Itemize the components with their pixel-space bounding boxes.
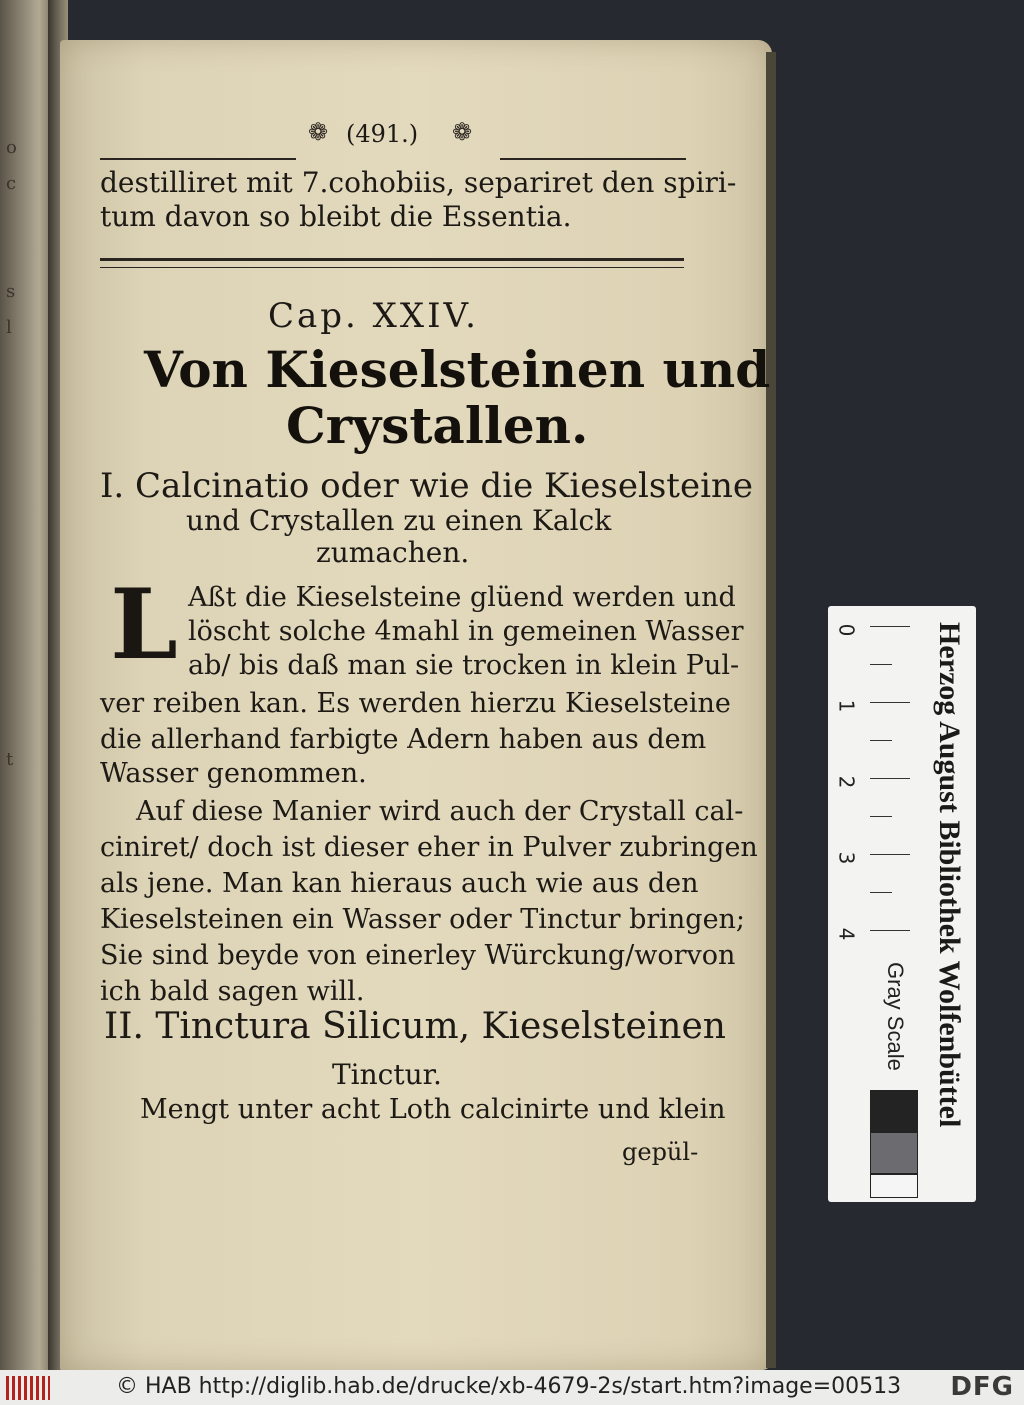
text-line: ich bald sagen will. (100, 976, 365, 1007)
ruler-tick (870, 930, 910, 931)
ruler-number: 3 (834, 851, 859, 865)
decorative-initial: L (110, 568, 178, 681)
header-rule-right (500, 158, 686, 160)
header-rule-left (100, 158, 296, 160)
ruler-number: 0 (834, 623, 859, 637)
text-line: destilliret mit 7.cohobiis, separiret den spiri- (100, 166, 737, 199)
chapter-title-line2: Crystallen. (286, 396, 589, 455)
chapter-heading: Cap. XXIV. (268, 296, 479, 336)
text-line: die allerhand farbigte Adern haben aus dem (100, 724, 707, 755)
section-heading-1-cont: und Crystallen zu einen Kalck (186, 504, 612, 537)
ruler-tick (870, 778, 910, 779)
ruler-tick (870, 626, 910, 627)
text-line: Mengt unter acht Loth calcinirte und klein (140, 1094, 726, 1125)
text-line: tum davon so bleibt die Essentia. (100, 200, 572, 233)
page-header (100, 118, 686, 162)
ruler-number: 1 (834, 699, 859, 713)
section-heading-1: I. Calcinatio oder wie die Kieselsteine (100, 466, 753, 506)
section-divider (100, 258, 684, 268)
footer-copyright: © HAB http://diglib.hab.de/drucke/xb-4679-2s/start.htm?image=00513 (116, 1374, 902, 1399)
text-line: ab/ bis daß man sie trocken in klein Pul- (188, 650, 740, 681)
page-number: (491.) (346, 120, 419, 148)
text-line: Sie sind beyde von einerley Würckung/worvon (100, 940, 736, 971)
ruler (836, 618, 910, 954)
header-ornament-right: ❁ (452, 118, 473, 146)
ruler-tick (870, 816, 892, 817)
hab-logo-icon (6, 1376, 50, 1400)
header-ornament-left: ❁ (308, 118, 329, 146)
ruler-tick (870, 664, 892, 665)
ruler-tick (870, 892, 892, 893)
section-heading-1-end: zumachen. (316, 536, 470, 569)
text-line: Auf diese Manier wird auch der Crystall cal- (136, 796, 744, 827)
ruler-number: 4 (834, 927, 859, 941)
institution-label: Herzog August Bibliothek Wolfenbüttel (933, 622, 966, 1128)
section-heading-2-cont: Tinctur. (332, 1058, 442, 1091)
previous-page-text: o c s l t (6, 137, 17, 770)
text-line: Kieselsteinen ein Wasser oder Tinctur bringen; (100, 904, 746, 935)
gray-swatch-medium (870, 1132, 918, 1174)
text-line: Wasser genommen. (100, 758, 367, 789)
page-edge-shadow (766, 52, 776, 1368)
ruler-tick (870, 854, 910, 855)
footer-bar (0, 1370, 1024, 1405)
text-line: Aßt die Kieselsteine glüend werden und (188, 582, 736, 613)
institution-label-wrap (928, 622, 968, 1192)
gray-swatch-light (870, 1174, 918, 1198)
ruler-tick (870, 740, 892, 741)
text-line: löscht solche 4mahl in gemeinen Wasser (188, 616, 744, 647)
text-line: ver reiben kan. Es werden hierzu Kieselsteine (100, 688, 731, 719)
text-line: als jene. Man kan hieraus auch wie aus den (100, 868, 699, 899)
chapter-title-line1: Von Kieselsteinen und (144, 340, 771, 399)
color-scale-card (828, 606, 976, 1202)
dfg-logo: DFG (950, 1372, 1014, 1402)
section-heading-2: II. Tinctura Silicum, Kieselsteinen (104, 1006, 726, 1047)
ruler-tick (870, 702, 910, 703)
gray-scale-label: Gray Scale (883, 962, 908, 1071)
text-line: ciniret/ doch ist dieser eher in Pulver zubringen (100, 832, 758, 863)
ruler-number: 2 (834, 775, 859, 789)
catchword: gepül- (622, 1138, 699, 1166)
gray-swatch-dark (870, 1090, 918, 1132)
